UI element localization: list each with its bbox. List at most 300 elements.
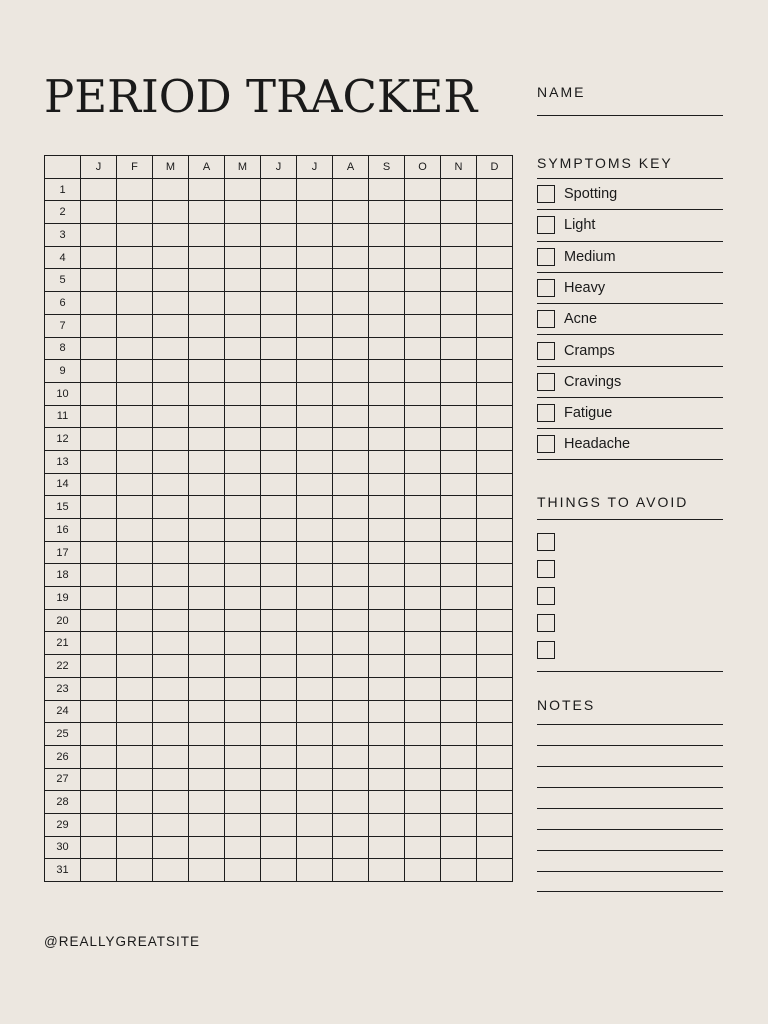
tracker-cell[interactable] [297, 723, 333, 746]
tracker-cell[interactable] [477, 178, 513, 201]
tracker-cell[interactable] [297, 473, 333, 496]
tracker-cell[interactable] [117, 745, 153, 768]
tracker-cell[interactable] [477, 519, 513, 542]
tracker-cell[interactable] [297, 859, 333, 882]
tracker-cell[interactable] [117, 609, 153, 632]
tracker-cell[interactable] [441, 428, 477, 451]
tracker-cell[interactable] [189, 655, 225, 678]
tracker-cell[interactable] [369, 859, 405, 882]
tracker-cell[interactable] [369, 655, 405, 678]
tracker-cell[interactable] [153, 859, 189, 882]
tracker-cell[interactable] [441, 405, 477, 428]
tracker-cell[interactable] [153, 496, 189, 519]
tracker-cell[interactable] [117, 700, 153, 723]
tracker-cell[interactable] [333, 791, 369, 814]
tracker-cell[interactable] [369, 201, 405, 224]
tracker-cell[interactable] [189, 428, 225, 451]
tracker-cell[interactable] [369, 723, 405, 746]
tracker-cell[interactable] [81, 791, 117, 814]
tracker-cell[interactable] [369, 473, 405, 496]
tracker-cell[interactable] [405, 587, 441, 610]
tracker-cell[interactable] [333, 768, 369, 791]
symptom-checkbox[interactable] [537, 248, 555, 266]
tracker-cell[interactable] [225, 791, 261, 814]
tracker-cell[interactable] [81, 473, 117, 496]
tracker-cell[interactable] [477, 224, 513, 247]
tracker-cell[interactable] [81, 836, 117, 859]
tracker-cell[interactable] [261, 677, 297, 700]
tracker-cell[interactable] [153, 813, 189, 836]
avoid-checkbox[interactable] [537, 560, 555, 578]
tracker-cell[interactable] [225, 700, 261, 723]
tracker-cell[interactable] [405, 519, 441, 542]
tracker-cell[interactable] [441, 677, 477, 700]
tracker-cell[interactable] [297, 519, 333, 542]
tracker-cell[interactable] [369, 564, 405, 587]
tracker-cell[interactable] [405, 496, 441, 519]
tracker-cell[interactable] [153, 337, 189, 360]
tracker-cell[interactable] [405, 314, 441, 337]
tracker-cell[interactable] [297, 428, 333, 451]
tracker-cell[interactable] [333, 314, 369, 337]
tracker-cell[interactable] [261, 587, 297, 610]
tracker-cell[interactable] [189, 269, 225, 292]
tracker-cell[interactable] [81, 541, 117, 564]
tracker-cell[interactable] [81, 496, 117, 519]
tracker-cell[interactable] [117, 723, 153, 746]
tracker-cell[interactable] [81, 632, 117, 655]
tracker-cell[interactable] [189, 337, 225, 360]
tracker-cell[interactable] [117, 519, 153, 542]
tracker-cell[interactable] [189, 405, 225, 428]
tracker-cell[interactable] [81, 859, 117, 882]
tracker-cell[interactable] [369, 587, 405, 610]
tracker-cell[interactable] [369, 246, 405, 269]
tracker-cell[interactable] [189, 519, 225, 542]
tracker-cell[interactable] [333, 496, 369, 519]
tracker-cell[interactable] [333, 178, 369, 201]
tracker-cell[interactable] [261, 836, 297, 859]
tracker-cell[interactable] [369, 791, 405, 814]
tracker-cell[interactable] [477, 836, 513, 859]
tracker-cell[interactable] [405, 405, 441, 428]
symptom-checkbox[interactable] [537, 279, 555, 297]
tracker-cell[interactable] [369, 836, 405, 859]
tracker-cell[interactable] [261, 700, 297, 723]
tracker-cell[interactable] [477, 677, 513, 700]
tracker-cell[interactable] [225, 723, 261, 746]
tracker-cell[interactable] [117, 178, 153, 201]
tracker-cell[interactable] [477, 382, 513, 405]
tracker-cell[interactable] [405, 677, 441, 700]
tracker-cell[interactable] [441, 519, 477, 542]
tracker-cell[interactable] [81, 292, 117, 315]
tracker-cell[interactable] [81, 587, 117, 610]
tracker-cell[interactable] [333, 292, 369, 315]
tracker-cell[interactable] [153, 587, 189, 610]
tracker-cell[interactable] [261, 405, 297, 428]
tracker-cell[interactable] [369, 269, 405, 292]
tracker-cell[interactable] [477, 632, 513, 655]
tracker-cell[interactable] [333, 587, 369, 610]
tracker-cell[interactable] [261, 745, 297, 768]
tracker-cell[interactable] [477, 292, 513, 315]
tracker-cell[interactable] [225, 768, 261, 791]
tracker-cell[interactable] [225, 564, 261, 587]
tracker-cell[interactable] [441, 791, 477, 814]
tracker-cell[interactable] [261, 428, 297, 451]
tracker-cell[interactable] [333, 473, 369, 496]
tracker-cell[interactable] [189, 768, 225, 791]
tracker-cell[interactable] [441, 836, 477, 859]
tracker-cell[interactable] [81, 609, 117, 632]
tracker-cell[interactable] [441, 201, 477, 224]
tracker-cell[interactable] [117, 791, 153, 814]
tracker-cell[interactable] [153, 768, 189, 791]
tracker-cell[interactable] [81, 745, 117, 768]
tracker-cell[interactable] [261, 813, 297, 836]
tracker-cell[interactable] [477, 859, 513, 882]
tracker-cell[interactable] [153, 382, 189, 405]
tracker-cell[interactable] [441, 632, 477, 655]
tracker-cell[interactable] [117, 201, 153, 224]
symptom-checkbox[interactable] [537, 373, 555, 391]
tracker-cell[interactable] [189, 700, 225, 723]
tracker-cell[interactable] [477, 360, 513, 383]
tracker-cell[interactable] [81, 405, 117, 428]
tracker-cell[interactable] [81, 768, 117, 791]
tracker-cell[interactable] [369, 178, 405, 201]
tracker-cell[interactable] [405, 745, 441, 768]
note-line[interactable] [537, 829, 723, 850]
tracker-cell[interactable] [81, 382, 117, 405]
tracker-cell[interactable] [225, 246, 261, 269]
avoid-checkbox[interactable] [537, 641, 555, 659]
note-line[interactable] [537, 808, 723, 829]
tracker-cell[interactable] [153, 428, 189, 451]
tracker-cell[interactable] [225, 201, 261, 224]
tracker-cell[interactable] [441, 292, 477, 315]
tracker-cell[interactable] [117, 292, 153, 315]
tracker-cell[interactable] [81, 677, 117, 700]
tracker-cell[interactable] [117, 405, 153, 428]
tracker-cell[interactable] [117, 360, 153, 383]
tracker-cell[interactable] [189, 450, 225, 473]
tracker-cell[interactable] [477, 473, 513, 496]
tracker-cell[interactable] [333, 700, 369, 723]
tracker-cell[interactable] [81, 224, 117, 247]
tracker-cell[interactable] [153, 791, 189, 814]
tracker-cell[interactable] [153, 655, 189, 678]
tracker-cell[interactable] [477, 201, 513, 224]
tracker-cell[interactable] [225, 314, 261, 337]
tracker-cell[interactable] [477, 768, 513, 791]
tracker-cell[interactable] [297, 382, 333, 405]
tracker-cell[interactable] [333, 450, 369, 473]
tracker-cell[interactable] [477, 700, 513, 723]
tracker-cell[interactable] [297, 655, 333, 678]
tracker-cell[interactable] [117, 269, 153, 292]
tracker-cell[interactable] [477, 428, 513, 451]
note-line[interactable] [537, 787, 723, 808]
tracker-cell[interactable] [153, 632, 189, 655]
tracker-cell[interactable] [153, 269, 189, 292]
tracker-cell[interactable] [225, 859, 261, 882]
tracker-cell[interactable] [189, 314, 225, 337]
tracker-cell[interactable] [225, 541, 261, 564]
tracker-cell[interactable] [297, 224, 333, 247]
tracker-cell[interactable] [405, 723, 441, 746]
tracker-cell[interactable] [333, 564, 369, 587]
tracker-cell[interactable] [369, 314, 405, 337]
tracker-cell[interactable] [189, 178, 225, 201]
tracker-cell[interactable] [117, 450, 153, 473]
symptom-checkbox[interactable] [537, 342, 555, 360]
tracker-cell[interactable] [81, 246, 117, 269]
tracker-cell[interactable] [405, 428, 441, 451]
tracker-cell[interactable] [441, 700, 477, 723]
tracker-cell[interactable] [81, 337, 117, 360]
tracker-cell[interactable] [405, 813, 441, 836]
tracker-cell[interactable] [153, 405, 189, 428]
tracker-cell[interactable] [225, 337, 261, 360]
tracker-cell[interactable] [261, 519, 297, 542]
tracker-cell[interactable] [297, 609, 333, 632]
tracker-cell[interactable] [297, 450, 333, 473]
tracker-cell[interactable] [261, 450, 297, 473]
tracker-cell[interactable] [333, 859, 369, 882]
tracker-cell[interactable] [189, 541, 225, 564]
tracker-cell[interactable] [405, 564, 441, 587]
tracker-cell[interactable] [369, 360, 405, 383]
avoid-checkbox[interactable] [537, 614, 555, 632]
tracker-cell[interactable] [261, 632, 297, 655]
tracker-cell[interactable] [153, 201, 189, 224]
tracker-cell[interactable] [225, 473, 261, 496]
tracker-cell[interactable] [405, 178, 441, 201]
tracker-cell[interactable] [189, 791, 225, 814]
note-line[interactable] [537, 745, 723, 766]
tracker-cell[interactable] [369, 428, 405, 451]
tracker-cell[interactable] [405, 768, 441, 791]
tracker-cell[interactable] [297, 632, 333, 655]
tracker-cell[interactable] [369, 768, 405, 791]
tracker-cell[interactable] [441, 564, 477, 587]
tracker-cell[interactable] [189, 859, 225, 882]
tracker-cell[interactable] [117, 677, 153, 700]
tracker-cell[interactable] [153, 519, 189, 542]
tracker-cell[interactable] [369, 405, 405, 428]
tracker-cell[interactable] [261, 337, 297, 360]
tracker-cell[interactable] [153, 450, 189, 473]
tracker-cell[interactable] [297, 541, 333, 564]
tracker-cell[interactable] [405, 450, 441, 473]
tracker-cell[interactable] [117, 655, 153, 678]
tracker-cell[interactable] [153, 292, 189, 315]
tracker-cell[interactable] [225, 428, 261, 451]
tracker-cell[interactable] [297, 201, 333, 224]
tracker-cell[interactable] [81, 564, 117, 587]
tracker-cell[interactable] [477, 337, 513, 360]
tracker-cell[interactable] [477, 609, 513, 632]
tracker-cell[interactable] [405, 201, 441, 224]
tracker-cell[interactable] [117, 587, 153, 610]
tracker-cell[interactable] [369, 519, 405, 542]
tracker-cell[interactable] [117, 382, 153, 405]
tracker-cell[interactable] [189, 745, 225, 768]
tracker-cell[interactable] [441, 745, 477, 768]
avoid-checkbox[interactable] [537, 533, 555, 551]
tracker-cell[interactable] [441, 609, 477, 632]
tracker-cell[interactable] [333, 813, 369, 836]
tracker-cell[interactable] [441, 360, 477, 383]
tracker-cell[interactable] [369, 337, 405, 360]
tracker-cell[interactable] [81, 269, 117, 292]
tracker-cell[interactable] [333, 269, 369, 292]
tracker-cell[interactable] [441, 178, 477, 201]
tracker-cell[interactable] [153, 246, 189, 269]
tracker-cell[interactable] [225, 655, 261, 678]
tracker-cell[interactable] [441, 655, 477, 678]
tracker-cell[interactable] [369, 224, 405, 247]
tracker-cell[interactable] [297, 360, 333, 383]
tracker-cell[interactable] [369, 677, 405, 700]
tracker-cell[interactable] [441, 768, 477, 791]
tracker-cell[interactable] [297, 791, 333, 814]
tracker-cell[interactable] [405, 836, 441, 859]
tracker-cell[interactable] [405, 791, 441, 814]
tracker-cell[interactable] [225, 677, 261, 700]
tracker-cell[interactable] [333, 609, 369, 632]
tracker-cell[interactable] [405, 360, 441, 383]
tracker-cell[interactable] [477, 723, 513, 746]
tracker-cell[interactable] [117, 859, 153, 882]
tracker-cell[interactable] [261, 859, 297, 882]
tracker-cell[interactable] [153, 224, 189, 247]
tracker-cell[interactable] [333, 382, 369, 405]
tracker-cell[interactable] [261, 360, 297, 383]
tracker-cell[interactable] [369, 632, 405, 655]
tracker-cell[interactable] [117, 246, 153, 269]
tracker-cell[interactable] [441, 813, 477, 836]
tracker-cell[interactable] [369, 450, 405, 473]
tracker-cell[interactable] [405, 246, 441, 269]
tracker-cell[interactable] [297, 677, 333, 700]
tracker-cell[interactable] [333, 337, 369, 360]
tracker-cell[interactable] [81, 723, 117, 746]
tracker-cell[interactable] [333, 836, 369, 859]
tracker-cell[interactable] [333, 632, 369, 655]
tracker-cell[interactable] [189, 246, 225, 269]
tracker-cell[interactable] [369, 609, 405, 632]
tracker-cell[interactable] [333, 360, 369, 383]
tracker-cell[interactable] [153, 541, 189, 564]
tracker-cell[interactable] [441, 587, 477, 610]
tracker-cell[interactable] [405, 859, 441, 882]
tracker-cell[interactable] [297, 178, 333, 201]
tracker-cell[interactable] [225, 496, 261, 519]
tracker-cell[interactable] [261, 496, 297, 519]
tracker-cell[interactable] [189, 382, 225, 405]
tracker-cell[interactable] [81, 519, 117, 542]
tracker-cell[interactable] [81, 450, 117, 473]
tracker-cell[interactable] [297, 813, 333, 836]
tracker-cell[interactable] [153, 836, 189, 859]
tracker-cell[interactable] [153, 314, 189, 337]
tracker-cell[interactable] [81, 201, 117, 224]
tracker-cell[interactable] [333, 541, 369, 564]
tracker-cell[interactable] [297, 768, 333, 791]
tracker-cell[interactable] [117, 632, 153, 655]
tracker-cell[interactable] [297, 564, 333, 587]
tracker-cell[interactable] [333, 246, 369, 269]
tracker-cell[interactable] [297, 337, 333, 360]
tracker-cell[interactable] [153, 360, 189, 383]
tracker-cell[interactable] [261, 178, 297, 201]
tracker-cell[interactable] [153, 473, 189, 496]
tracker-cell[interactable] [333, 519, 369, 542]
tracker-cell[interactable] [81, 655, 117, 678]
tracker-cell[interactable] [189, 224, 225, 247]
tracker-cell[interactable] [225, 745, 261, 768]
tracker-cell[interactable] [153, 564, 189, 587]
note-line[interactable] [537, 850, 723, 871]
symptom-checkbox[interactable] [537, 404, 555, 422]
tracker-cell[interactable] [297, 836, 333, 859]
tracker-cell[interactable] [81, 813, 117, 836]
tracker-cell[interactable] [117, 541, 153, 564]
tracker-cell[interactable] [225, 450, 261, 473]
avoid-checkbox[interactable] [537, 587, 555, 605]
tracker-cell[interactable] [369, 292, 405, 315]
tracker-cell[interactable] [261, 246, 297, 269]
tracker-cell[interactable] [117, 428, 153, 451]
tracker-cell[interactable] [225, 178, 261, 201]
tracker-cell[interactable] [225, 405, 261, 428]
tracker-cell[interactable] [189, 292, 225, 315]
tracker-cell[interactable] [297, 587, 333, 610]
tracker-cell[interactable] [117, 314, 153, 337]
tracker-cell[interactable] [405, 473, 441, 496]
tracker-cell[interactable] [81, 360, 117, 383]
tracker-cell[interactable] [333, 201, 369, 224]
tracker-cell[interactable] [477, 745, 513, 768]
tracker-cell[interactable] [405, 224, 441, 247]
tracker-cell[interactable] [117, 564, 153, 587]
tracker-cell[interactable] [225, 587, 261, 610]
note-line[interactable] [537, 766, 723, 787]
tracker-cell[interactable] [153, 677, 189, 700]
tracker-cell[interactable] [441, 723, 477, 746]
tracker-cell[interactable] [225, 836, 261, 859]
tracker-cell[interactable] [81, 700, 117, 723]
tracker-cell[interactable] [117, 836, 153, 859]
tracker-cell[interactable] [117, 224, 153, 247]
tracker-cell[interactable] [405, 632, 441, 655]
tracker-cell[interactable] [477, 655, 513, 678]
tracker-cell[interactable] [477, 813, 513, 836]
symptom-checkbox[interactable] [537, 435, 555, 453]
tracker-cell[interactable] [369, 700, 405, 723]
tracker-cell[interactable] [297, 269, 333, 292]
tracker-cell[interactable] [261, 791, 297, 814]
tracker-cell[interactable] [477, 269, 513, 292]
tracker-cell[interactable] [225, 813, 261, 836]
tracker-cell[interactable] [261, 224, 297, 247]
tracker-cell[interactable] [405, 609, 441, 632]
tracker-cell[interactable] [117, 496, 153, 519]
tracker-cell[interactable] [261, 723, 297, 746]
